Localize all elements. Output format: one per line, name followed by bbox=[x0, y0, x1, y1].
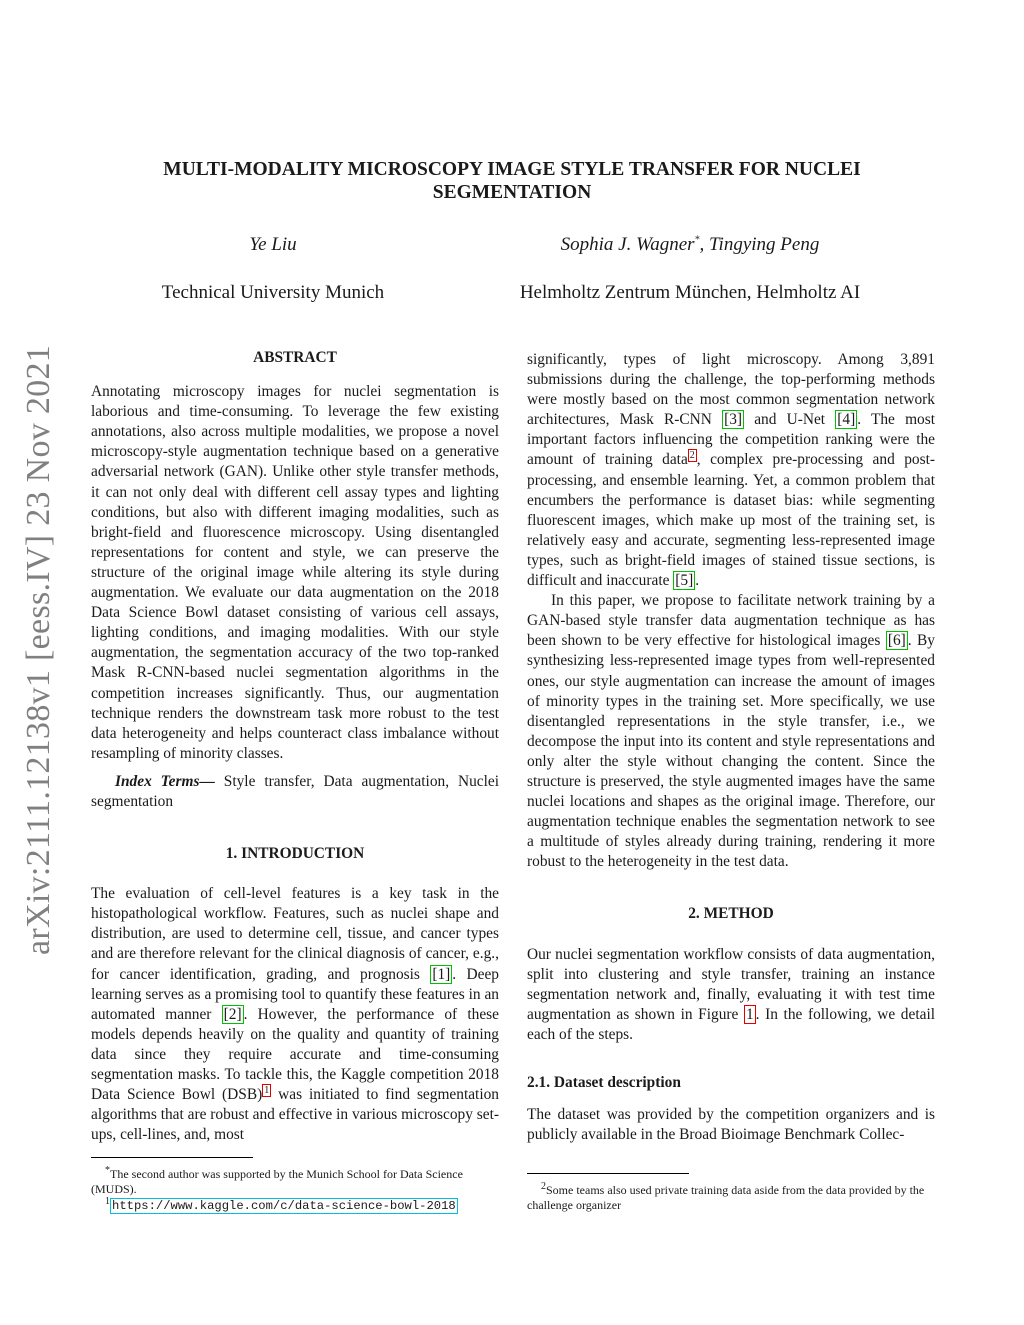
author-right bbox=[510, 234, 870, 256]
figure-1-link[interactable]: 1 bbox=[745, 1005, 754, 1023]
affiliation-right: Helmholtz Zentrum München, Helmholtz AI bbox=[519, 282, 861, 303]
footnote-rule-right bbox=[527, 1173, 689, 1174]
intro-text-4: was initiated to find segmentation algorithms that are robust and effective in various microscopy set-ups, cell-lines, and, most bbox=[91, 1086, 500, 1144]
citation-3[interactable]: [3] bbox=[724, 411, 743, 429]
paper-title bbox=[120, 158, 904, 204]
footnote-2-mark: 2 bbox=[541, 1181, 546, 1192]
footnote-2-link[interactable]: 2 bbox=[689, 450, 695, 462]
title-line-1: MULTI-MODALITY MICROSCOPY IMAGE STYLE TRANSFER FOR NUCLEI bbox=[163, 159, 861, 180]
right-paragraph-1 bbox=[527, 350, 935, 591]
footnote-star bbox=[91, 1163, 499, 1197]
citation-4[interactable]: [4] bbox=[837, 411, 856, 429]
index-terms-text: Style transfer, Data augmentation, Nuclei segmentation bbox=[91, 772, 499, 810]
right-text-2: and U-Net bbox=[744, 411, 836, 429]
citation-1[interactable]: [1] bbox=[432, 965, 451, 983]
citation-5[interactable]: [5] bbox=[675, 572, 694, 590]
right-text-3: . The most important factors influencing the competition ranking were the amount of training data bbox=[527, 411, 936, 469]
right-column bbox=[527, 350, 935, 1145]
footnote-2-text: Some teams also used private training data aside from the data provided by the challenge organizer bbox=[527, 1183, 925, 1212]
author-peng: , Tingying Peng bbox=[699, 234, 820, 255]
citation-6[interactable]: [6] bbox=[887, 632, 906, 650]
right-text-1: significantly, types of light microscopy. Among 3,891 submissions during the challenge, the top-performing methods were mostly based on the most common segmentation network architectures, Mask R-CNN bbox=[527, 351, 935, 429]
title-line-2: SEGMENTATION bbox=[432, 182, 592, 203]
arxiv-identifier: arXiv:2111.12138v1 [eess.IV] 23 Nov 2021 bbox=[20, 344, 57, 955]
right-text-7: . By synthesizing less-represented image types from well-represented ones, our style augmentation can increase the amount of images of minority types in the training set. More specifically, we use disentangled representations in the style transfer, i.e., we decompose the input into its content and style representations and only alter the style without changing the content. Since the structure is preserved, the style augmented images have the same nuclei locations and shapes as the original image. Therefore, our augmentation technique enables the segmentation network to see a multitude of styles already during training, rendering it more robust to the heterogeneity in the test data. bbox=[527, 632, 935, 871]
method-heading: 2. METHOD bbox=[688, 905, 774, 923]
footnote-1-link[interactable]: 1 bbox=[264, 1084, 270, 1096]
abstract-body: Annotating microscopy images for nuclei segmentation is laborious and time-consuming. To leverage the few existing annotations, also across multiple modalities, we propose a novel microscopy-style augmentation technique based on a generative adversarial network (GAN). Unlike other style transfer methods, it can not only deal with different cell assay types and lighting conditions, but also with different imaging modalities, such as bright-field and fluorescence microscopy. Using disentangled representations for content and style, we can preserve the structure of the original image while altering its style during augmentation. We evaluate our data augmentation on the 2018 Data Science Bowl dataset consisting of various cell assays, lighting conditions, and imaging modalities. With our style augmentation, the segmentation accuracy of the two top-ranked Mask R-CNN-based nuclei segmentation algorithms in the competition increases significantly. Thus, our augmentation technique renders the downstream task more robust to the test data heterogeneity and helps counteract class imbalance without resampling of minority classes. bbox=[91, 383, 499, 762]
affiliation-left: Technical University Munich bbox=[161, 282, 385, 303]
footnote-star-text: The second author was supported by the Munich School for Data Science (MUDS). bbox=[91, 1167, 463, 1196]
method-text-2: . In the following, we detail each of the steps. bbox=[527, 1005, 935, 1043]
author-left: Ye Liu bbox=[249, 234, 297, 255]
method-paragraph bbox=[527, 945, 935, 1045]
footnote-star-mark: * bbox=[105, 1165, 110, 1176]
citation-2[interactable]: [2] bbox=[223, 1005, 242, 1023]
author-wagner: Sophia J. Wagner bbox=[560, 234, 695, 255]
intro-heading: 1. INTRODUCTION bbox=[225, 845, 365, 863]
footnote-rule-left bbox=[91, 1157, 253, 1158]
left-column bbox=[91, 348, 499, 1145]
footnote-1 bbox=[91, 1194, 499, 1214]
right-text-4: , complex pre-processing and post-processing, and ensemble learning. Yet, a common problem that encumbers the performance is dataset bias: while segmenting fluorescent images, which make up most of the training set, is relatively easy and accurate, segmenting less-represented image types, such as bright-field images of stained tissue sections, is difficult and inaccurate bbox=[527, 451, 935, 590]
footnote-2 bbox=[527, 1179, 935, 1213]
intro-text-1: The evaluation of cell-level features is a key task in the histopathological workflow. Features, such as nuclei shape and distribution, are used to determine cell, tissue, and cancer types and are therefore relevant for the clinical diagnosis of cancer, e.g., for cancer identification, grading, and prognosis bbox=[91, 885, 499, 983]
footnote-1-mark: 1 bbox=[105, 1196, 110, 1207]
footnote-1-url[interactable]: https://www.kaggle.com/c/data-science-bowl-2018 bbox=[112, 1199, 456, 1213]
intro-paragraph bbox=[91, 884, 499, 1145]
dataset-heading: 2.1. Dataset description bbox=[527, 1074, 681, 1091]
right-text-5: . bbox=[695, 572, 700, 590]
index-terms-label: Index Terms— bbox=[115, 772, 215, 790]
method-text-1: Our nuclei segmentation workflow consists of data augmentation, split into clustering and style transfer, training an instance segmentation network and, finally, evaluating it with test time augmentation as shown in Figure bbox=[527, 945, 935, 1023]
right-paragraph-2 bbox=[527, 591, 935, 872]
dataset-paragraph: The dataset was provided by the competition organizers and is publicly available in the Broad Bioimage Benchmark Collec- bbox=[527, 1106, 935, 1144]
intro-text-3: . However, the performance of these models depends heavily on the quality and quantity of training data since they require accurate and time-consuming segmentation masks. To tackle this, the Kaggle competition 2018 Data Science Bowl (DSB) bbox=[91, 1005, 499, 1104]
right-text-6: In this paper, we propose to facilitate network training by a GAN-based style transfer data augmentation technique as has been shown to be very effective for histological images bbox=[527, 592, 935, 650]
abstract-heading: ABSTRACT bbox=[253, 349, 337, 366]
author-star-mark: * bbox=[694, 234, 700, 246]
index-terms bbox=[91, 772, 499, 812]
intro-text-2: . Deep learning serves as a promising tool to quantify these features in an automated manner bbox=[91, 965, 499, 1023]
